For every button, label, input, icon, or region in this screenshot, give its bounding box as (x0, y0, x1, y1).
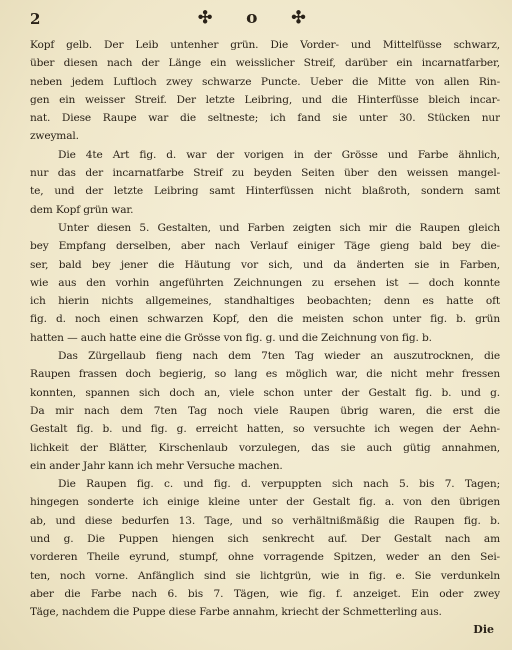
text-line: Kopf gelb. Der Leib untenher grün. Die Vorder- und Mittelfüsse schwarz, (30, 39, 500, 51)
paragraph (30, 475, 500, 621)
paragraph (30, 146, 500, 219)
text-line: Das Zürgellaub fieng nach dem 7ten Tag wieder an auszutrocknen, die (58, 350, 500, 363)
text-line: Gestalt fig. b. und fig. g. erreicht hatten, so versuchte ich wegen der Aehn- (30, 423, 500, 436)
header-ornament: ✣ o ✣ (198, 8, 320, 28)
text-line: Unter diesen 5. Gestalten, und Farben zeigten sich mir die Raupen gleich (58, 221, 500, 234)
text-line: aber die Farbe nach 6. bis 7. Tägen, wie fig. f. anzeiget. Ein oder zwey (30, 587, 500, 600)
text-line: wie aus den vorhin angeführten Zeichnungen zu ersehen ist — doch konnte (30, 276, 500, 289)
text-line: Täge, nachdem die Puppe diese Farbe annahm, kriecht der Schmetterling aus. (30, 606, 442, 619)
text-line: und g. Die Puppen hiengen sich senkrecht auf. Der Gestalt nach am (30, 533, 500, 546)
paragraph (30, 347, 500, 475)
page-header (0, 8, 512, 34)
text-line: zweymal. (30, 130, 79, 143)
text-line: neben jedem Luftloch zwey schwarze Puncte. Ueber die Mitte von allen Rin- (30, 75, 500, 88)
text-line: ten, noch vorne. Anfänglich sind sie lichtgrün, wie in fig. e. Sie verdunkeln (30, 569, 500, 582)
body-text (30, 36, 500, 622)
paragraph (30, 219, 500, 347)
text-line: hatten — auch hatte eine die Grösse von fig. g. und die Zeichnung von fig. b. (30, 331, 432, 344)
text-line: nur das der incarnatfarbe Streif zu beyden Seiten über den weissen mangel- (30, 167, 500, 180)
text-line: vorderen Theile eyrund, stumpf, ohne vorragende Spitzen, weder an den Sei- (30, 551, 500, 564)
text-line: über diesen nach der Länge ein weisslicher Streif, darüber ein incarnatfarber, (30, 57, 500, 70)
text-line: dem Kopf grün war. (30, 203, 134, 216)
paragraph (30, 36, 500, 146)
catchword: Die (473, 623, 494, 636)
text-line: hingegen sonderte ich einige kleine unter der Gestalt fig. a. von den übrigen (30, 496, 500, 509)
page-number: 2 (30, 10, 41, 28)
text-line: fig. d. noch einen schwarzen Kopf, den die meisten schon unter fig. b. grün (30, 313, 500, 326)
text-line: ser, bald bey jener die Häutung vor sich, und da änderten sie in Farben, (30, 258, 500, 271)
text-line: ich hierin nichts allgemeines, standhaltiges beobachten; denn es hatte oft (30, 295, 500, 308)
text-line: te, und der letzte Leibring samt Hinterfüssen nicht blaßroth, sondern samt (30, 185, 500, 198)
text-line: bey Empfang derselben, aber nach Verlauf einiger Täge gieng bald bey die- (30, 240, 500, 253)
text-line: ab, und diese bedurfen 13. Tage, und so verhältnißmäßig die Raupen fig. b. (30, 514, 500, 527)
text-line: Die 4te Art fig. d. war der vorigen in der Grösse und Farbe ähnlich, (58, 148, 500, 161)
text-line: Raupen frassen doch begierig, so lang es möglich war, die nicht mehr fressen (30, 368, 500, 381)
text-line: gen ein weisser Streif. Der letzte Leibring, und die Hinterfüsse bleich incar- (30, 93, 500, 106)
text-line: konnten, spannen sich doch an, viele schon unter der Gestalt fig. b. und g. (30, 386, 500, 399)
text-line: ein ander Jahr kann ich mehr Versuche machen. (30, 459, 283, 472)
text-line: nat. Diese Raupe war die seltneste; ich fand sie unter 30. Stücken nur (30, 112, 500, 125)
text-line: Da mir nach dem 7ten Tag noch viele Raupen übrig waren, die erst die (30, 404, 500, 417)
text-line: Die Raupen fig. c. und fig. d. verpuppten sich nach 5. bis 7. Tagen; (58, 478, 500, 491)
text-line: lichkeit der Blätter, Kirschenlaub vorzulegen, das sie auch gütig annahmen, (30, 441, 500, 454)
